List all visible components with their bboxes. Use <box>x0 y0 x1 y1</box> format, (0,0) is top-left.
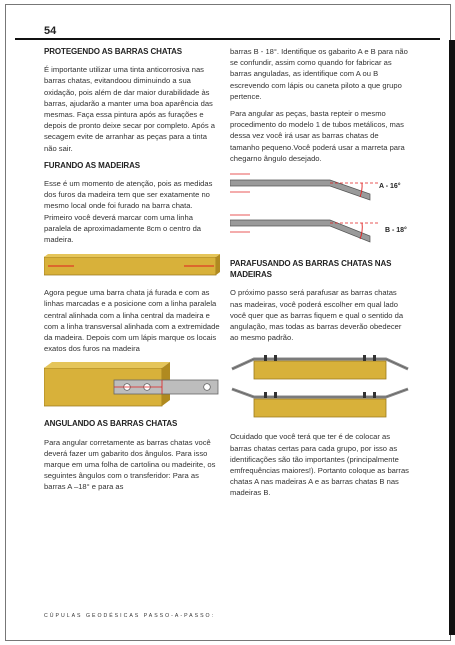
figure-assembly-up <box>230 349 410 383</box>
page-number: 54 <box>44 25 57 37</box>
paragraph-gabarito: barras B - 18°. Identifique os gabarito A e B para não se confundir, assim como quando for fabricar as barras anguladas, as identifique com A ou B escrevendo com lápis ou caneta piloto a que grupo pertence. <box>230 47 408 101</box>
heading-parafusando: PARAFUSANDO AS BARRAS CHATAS NAS MADEIRAS <box>230 259 392 280</box>
label-angle-a: A - 16° <box>379 183 401 191</box>
paragraph-furando-2: Agora pegue uma barra chata já furada e com as linhas marcadas e a posicione com a linha paralela central alinhada com a linha central da madeira e com a linha transversal alinhada com a extremidade da madeira. Depois com um lápis marque os locais exatos dos furos na madeira <box>44 288 220 354</box>
paragraph-angular: Para angular as peças, basta repteir o mesmo procedimento do modelo 1 de tubos metálicos, mas dessa vez você irá usar as barras chatas de tamanho pequeno.Você poderá usar a marreta para chegarno ângulo desejado. <box>230 109 405 163</box>
heading-protegendo: PROTEGENDO AS BARRAS CHATAS <box>44 47 183 56</box>
figure-assembly-down <box>230 387 410 423</box>
paragraph-cuidado: Ocuidado que você terá que ter é de colocar as barras chatas certas para cada grupo, por isso as identificações são tão importantes (principalmente emfrequências maiores!). Portanto coloque as barras chatas A nas madeiras A e as barras chatas B nas madeiras B. <box>230 432 409 498</box>
paragraph-furando-1: Esse é um momento de atenção, pois as medidas dos furos da madeira tem que ser exatamente no mesmo local onde foi furado na barra chata. Primeiro você deverá marcar com uma linha paralela de aproximadamente 8cm o centro da madeira. <box>44 179 213 245</box>
label-angle-b: B - 18° <box>385 227 407 235</box>
right-column <box>230 46 410 505</box>
header-rule <box>15 38 440 40</box>
figure-bent-bar-a <box>230 170 410 210</box>
paragraph-angulando: Para angular corretamente as barras chatas você deverá fazer um gabarito dos ângulos. Para isso marque em uma folha de cartolina ou madeirite, os seguintes ângulos com o transferidor: Para as barras A –18° e para as <box>44 437 216 492</box>
page-edge-bar <box>449 40 455 635</box>
paragraph-parafusando: O próximo passo será parafusar as barras chatas nas madeiras, você poderá escolher em qual lado você quer que as barras fiquem e qual o sentido da angulação, mas todas as barras deverão obedecer ao mesmo padrão. <box>230 288 404 343</box>
figure-bent-bar-b <box>230 214 410 250</box>
figure-wood-bar-holes <box>44 360 221 412</box>
paragraph-protegendo: É importante utilizar uma tinta anticorrosiva nas barras chatas, evitandoou diminuindo a sua oxidação, pois além de dar maior durabilidade às barras, ajudarão a manter uma boa aparência das mesmas. Faça essa pintura após as furações e depois de pronto deixe secar por completo. Após a secagem evite de arranhar as peças para a tinta não sair. <box>44 65 215 153</box>
page-footer: CÚPULAS GEODÉSICAS PASSO-A-PASSO: <box>44 613 216 619</box>
figure-wood-centerline <box>44 251 221 281</box>
heading-furando: FURANDO AS MADEIRAS <box>44 160 141 170</box>
heading-angulando: ANGULANDO AS BARRAS CHATAS <box>44 419 178 429</box>
left-column <box>44 46 221 499</box>
